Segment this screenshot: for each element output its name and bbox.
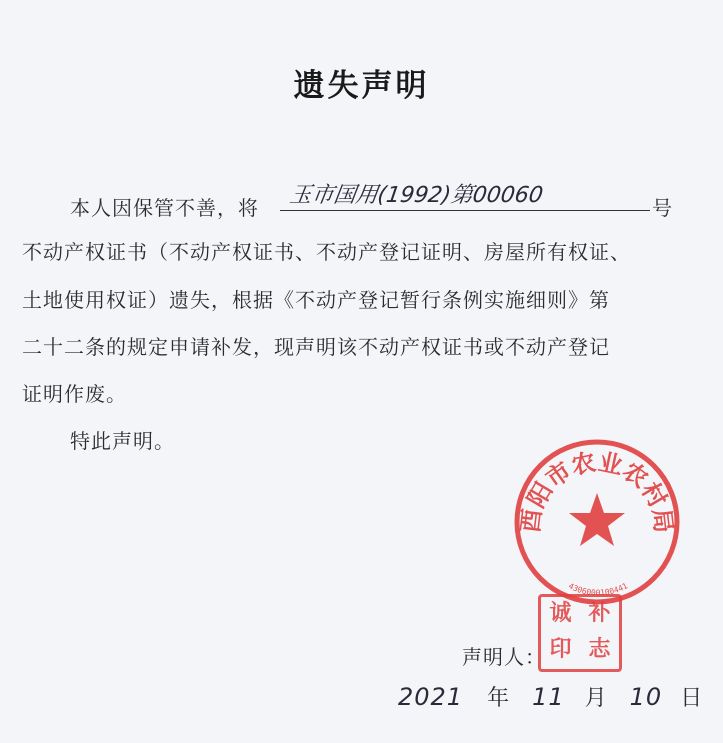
- page-title: 遗失声明: [293, 68, 430, 104]
- official-seal-stamp: [512, 437, 682, 607]
- seal-number: 4306000100441: [566, 581, 630, 598]
- paragraph-line-5: 证明作废。: [22, 382, 127, 406]
- date-year-unit: 年: [487, 686, 511, 711]
- paragraph-line-4: 二十二条的规定申请补发，现声明该不动产权证书或不动产登记: [22, 335, 610, 359]
- signature-char-4: 志: [588, 636, 611, 662]
- date-day: 10: [629, 683, 663, 711]
- date-month: 11: [532, 683, 565, 711]
- signature-char-2: 补: [588, 600, 611, 626]
- seal-text: 酉阳市农业农村局: [515, 446, 679, 535]
- handwritten-certificate-number: 玉市国用(1992)第00060: [287, 182, 545, 208]
- signature-seal: [538, 594, 622, 672]
- date-month-unit: 月: [584, 686, 608, 711]
- declarant-label: 声明人：: [462, 645, 546, 669]
- line-1-suffix: 号: [652, 196, 673, 220]
- date-day-unit: 日: [680, 686, 704, 711]
- date-line: [398, 681, 703, 712]
- paragraph-line-3: 土地使用权证）遗失，根据《不动产登记暂行条例实施细则》第: [22, 288, 610, 312]
- star-icon: [569, 493, 625, 546]
- closing-line: 特此声明。: [70, 429, 175, 453]
- signature-char-1: 诚: [549, 600, 572, 626]
- paragraph-line-2: 不动产权证书（不动产权证书、不动产登记证明、房屋所有权证、: [22, 240, 631, 264]
- date-year: 2021: [398, 683, 464, 711]
- paragraph-line-1: [70, 192, 259, 221]
- line-1-prefix: 本人因保管不善，将: [70, 196, 259, 220]
- fill-in-underline: [280, 209, 650, 211]
- signature-char-3: 印: [549, 636, 572, 662]
